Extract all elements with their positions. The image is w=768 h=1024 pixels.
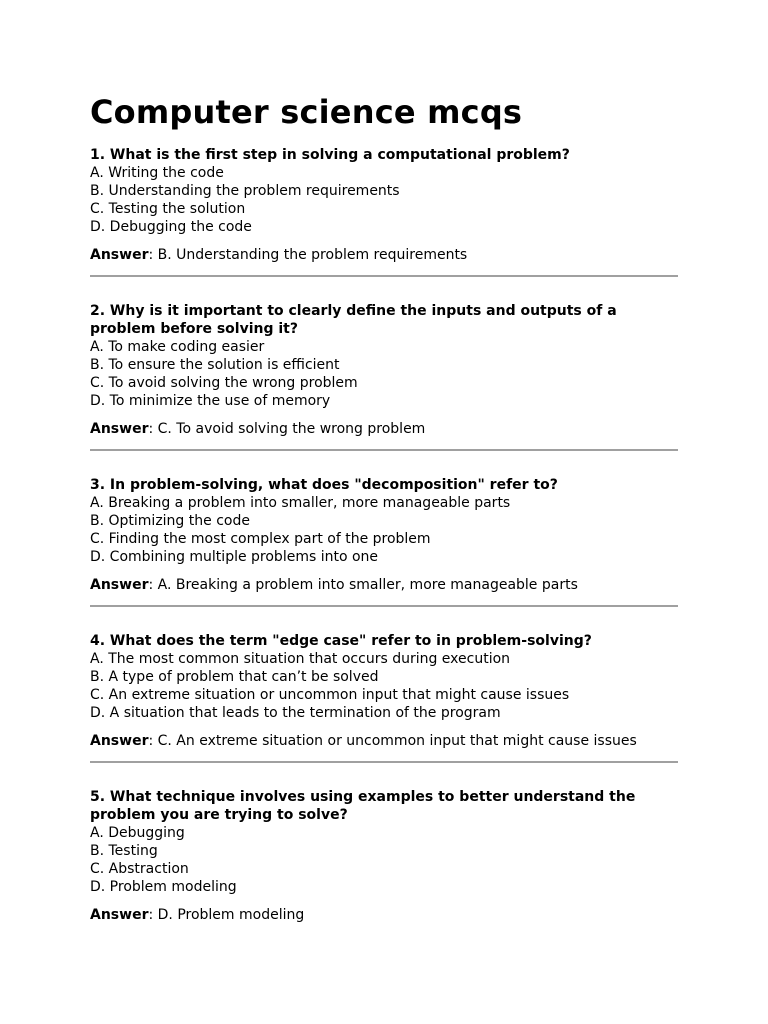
option-d: D. Debugging the code (90, 219, 252, 235)
option-b: B. Understanding the problem requirements (90, 183, 400, 199)
question-text: 1. What is the first step in solving a computational problem? (90, 147, 570, 163)
option-b: B. Optimizing the code (90, 513, 250, 529)
page-title: Computer science mcqs (90, 93, 523, 131)
answer-line (90, 732, 678, 750)
option-list (90, 650, 678, 722)
answer-text: : C. To avoid solving the wrong problem (148, 421, 426, 437)
answer-line (90, 906, 678, 924)
option-c: C. An extreme situation or uncommon input that might cause issues (90, 687, 570, 703)
answer-line (90, 246, 678, 264)
divider (90, 275, 678, 277)
option-a: A. Breaking a problem into smaller, more manageable parts (90, 495, 511, 511)
answer-label: Answer (90, 421, 149, 437)
option-c: C. Finding the most complex part of the problem (90, 531, 431, 547)
option-d: D. Combining multiple problems into one (90, 549, 379, 565)
option-list (90, 824, 678, 896)
answer-text: : A. Breaking a problem into smaller, more manageable parts (148, 577, 578, 593)
divider (90, 449, 678, 451)
mcq-item (90, 302, 678, 451)
answer-label: Answer (90, 247, 149, 263)
answer-text: : B. Understanding the problem requirements (148, 247, 468, 263)
option-a: A. Writing the code (90, 165, 224, 181)
option-list (90, 494, 678, 566)
option-c: C. To avoid solving the wrong problem (90, 375, 358, 391)
divider (90, 761, 678, 763)
option-d: D. A situation that leads to the termination of the program (90, 705, 501, 721)
option-d: D. To minimize the use of memory (90, 393, 331, 409)
divider (90, 605, 678, 607)
mcq-item (90, 788, 678, 924)
answer-label: Answer (90, 907, 149, 923)
option-b: B. A type of problem that can’t be solved (90, 669, 379, 685)
mcq-item (90, 146, 678, 277)
option-a: A. Debugging (90, 825, 185, 841)
option-a: A. The most common situation that occurs during execution (90, 651, 511, 667)
answer-label: Answer (90, 733, 149, 749)
question-text: 4. What does the term "edge case" refer to in problem-solving? (90, 633, 592, 649)
question-text: 3. In problem-solving, what does "decomposition" refer to? (90, 477, 558, 493)
option-list (90, 338, 678, 410)
answer-text: : D. Problem modeling (148, 907, 305, 923)
option-d: D. Problem modeling (90, 879, 237, 895)
answer-line (90, 420, 678, 438)
option-a: A. To make coding easier (90, 339, 265, 355)
option-b: B. Testing (90, 843, 158, 859)
option-c: C. Abstraction (90, 861, 189, 877)
mcq-item (90, 632, 678, 763)
question-text: 5. What technique involves using examples to better understand the problem you are trying to solve? (90, 789, 636, 823)
answer-line (90, 576, 678, 594)
question-text: 2. Why is it important to clearly define the inputs and outputs of a problem before solving it? (90, 303, 617, 337)
option-b: B. To ensure the solution is efficient (90, 357, 340, 373)
option-list (90, 164, 678, 236)
answer-text: : C. An extreme situation or uncommon input that might cause issues (148, 733, 637, 749)
option-c: C. Testing the solution (90, 201, 246, 217)
answer-label: Answer (90, 577, 149, 593)
mcq-item (90, 476, 678, 607)
